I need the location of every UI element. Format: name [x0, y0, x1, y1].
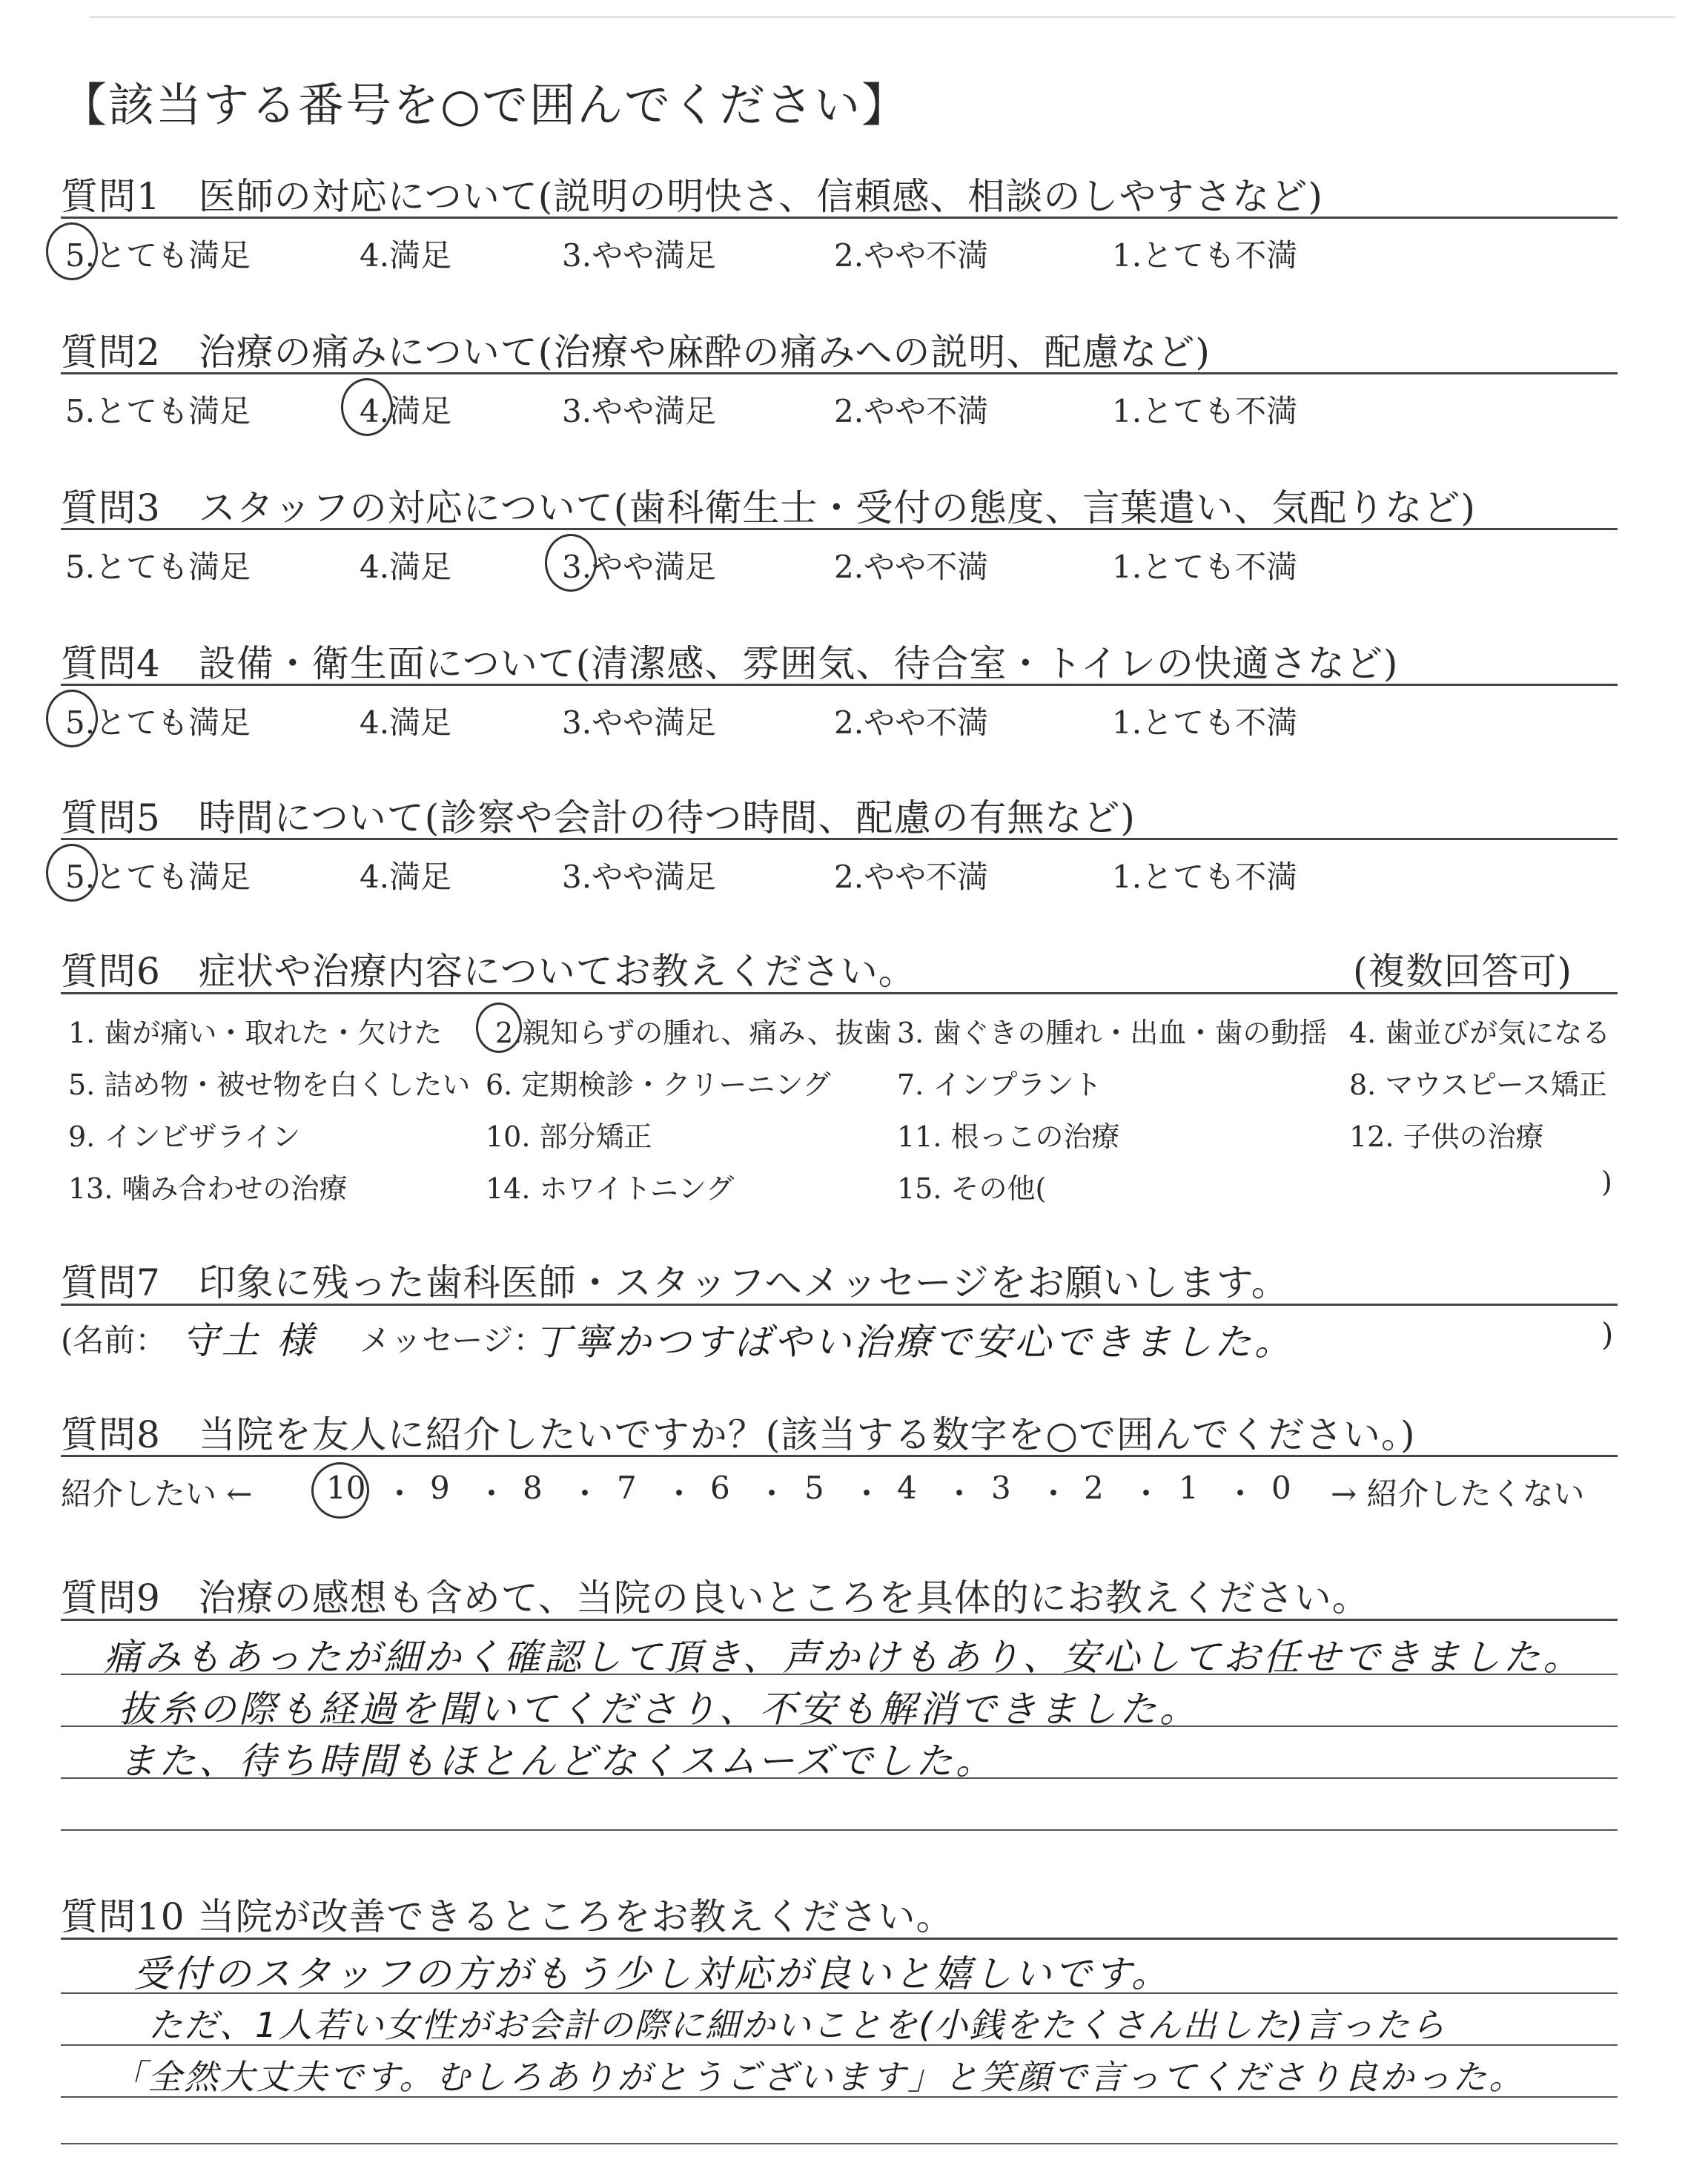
- q7-name-value[interactable]: 守土 様: [182, 1319, 317, 1362]
- q7-name-label: (名前：: [61, 1322, 167, 1358]
- q8-rule: [61, 1455, 1618, 1457]
- q2-option-1[interactable]: 1.とても不満: [1112, 393, 1298, 429]
- q7-title: 質問7 印象に残った歯科医師・スタッフへメッセージをお願いします。: [61, 1261, 1289, 1304]
- q10-answer-3[interactable]: 「全然大丈夫です。むしろありがとうございます」と笑顔で言ってくださり良かった。: [111, 2057, 1526, 2097]
- q5-rule: [61, 838, 1618, 840]
- q7-close-paren: ): [1601, 1316, 1614, 1353]
- q8-separator: ・: [1038, 1476, 1070, 1512]
- q8-selection-circle: [311, 1462, 369, 1519]
- q6-choice-8[interactable]: 8. マウスピース矯正: [1349, 1069, 1607, 1101]
- q8-scale-1[interactable]: 1: [1179, 1470, 1199, 1506]
- q2-title: 質問2 治療の痛みについて(治療や麻酔の痛みへの説明、配慮など): [61, 331, 1211, 374]
- q8-separator: ・: [569, 1476, 601, 1512]
- q6-choice-12[interactable]: 12. 子供の治療: [1349, 1120, 1544, 1153]
- q5-option-4[interactable]: 4.満足: [360, 859, 452, 895]
- q2-option-3[interactable]: 3.やや満足: [562, 393, 717, 429]
- q6-choice-5[interactable]: 5. 詰め物・被せ物を白くしたい: [68, 1069, 471, 1101]
- q6-choice-13[interactable]: 13. 噛み合わせの治療: [68, 1172, 348, 1205]
- q1-option-2[interactable]: 2.やや不満: [834, 237, 989, 274]
- q5-option-2[interactable]: 2.やや不満: [834, 859, 989, 895]
- q6-selection-circle: [476, 1003, 522, 1053]
- q9-answer-3[interactable]: また、待ち時間もほとんどなくスムーズでした。: [119, 1740, 996, 1783]
- q4-option-5[interactable]: 5.とても満足: [65, 704, 251, 741]
- q3-option-1[interactable]: 1.とても不満: [1112, 549, 1298, 585]
- q4-option-1[interactable]: 1.とても不満: [1112, 704, 1298, 741]
- q10-title: 質問10 当院が改善できるところをお教えください。: [61, 1895, 954, 1938]
- q4-title: 質問4 設備・衛生面について(清潔感、雰囲気、待合室・トイレの快適さなど): [61, 642, 1399, 685]
- q8-scale-9[interactable]: 9: [430, 1470, 450, 1506]
- q6-choice-1[interactable]: 1. 歯が痛い・取れた・欠けた: [68, 1017, 443, 1049]
- q8-scale-3[interactable]: 3: [991, 1470, 1011, 1506]
- q9-rule: [61, 1619, 1618, 1621]
- q6-choice-15[interactable]: 15. その他(: [897, 1172, 1047, 1205]
- q5-option-5[interactable]: 5.とても満足: [65, 859, 251, 895]
- q1-option-3[interactable]: 3.やや満足: [562, 237, 717, 274]
- q8-separator: ・: [1131, 1476, 1162, 1512]
- q8-separator: ・: [756, 1476, 788, 1512]
- q4-option-2[interactable]: 2.やや不満: [834, 704, 989, 741]
- q2-option-5[interactable]: 5.とても満足: [65, 393, 251, 429]
- q8-separator: ・: [944, 1476, 976, 1512]
- q3-option-5[interactable]: 5.とても満足: [65, 549, 251, 585]
- q4-rule: [61, 684, 1618, 686]
- q1-option-1[interactable]: 1.とても不満: [1112, 237, 1298, 274]
- q2-option-2[interactable]: 2.やや不満: [834, 393, 989, 429]
- q3-option-3[interactable]: 3.やや満足: [562, 549, 717, 585]
- q6-choice-9[interactable]: 9. インビザライン: [68, 1120, 301, 1153]
- q7-message-label: メッセージ：: [360, 1322, 545, 1358]
- q10-answer-1[interactable]: 受付のスタッフの方がもう少し対応が良いと嬉しいです。: [133, 1952, 1171, 1995]
- q8-title: 質問8 当院を友人に紹介したいですか？(該当する数字を○で囲んでください。): [61, 1413, 1416, 1456]
- q2-option-4[interactable]: 4.満足: [360, 393, 452, 429]
- q1-selection-circle: [46, 222, 98, 280]
- q9-answer-1[interactable]: 痛みもあったが細かく確認して頂き、声かけもあり、安心してお任せできました。: [104, 1636, 1583, 1679]
- q6-choice-2[interactable]: 2.親知らずの腫れ、痛み、抜歯: [495, 1017, 892, 1049]
- q8-scale-4[interactable]: 4: [897, 1470, 917, 1506]
- q6-choice-15-close: ): [1601, 1166, 1612, 1198]
- q5-selection-circle: [46, 844, 98, 902]
- q4-option-4[interactable]: 4.満足: [360, 704, 452, 741]
- q6-choice-6[interactable]: 6. 定期検診・クリーニング: [486, 1069, 831, 1101]
- q9-title: 質問9 治療の感想も含めて、当院の良いところを具体的にお教えください。: [61, 1576, 1370, 1619]
- q3-rule: [61, 528, 1618, 530]
- form-header: 【該当する番号を○で囲んでください】: [61, 78, 910, 132]
- q6-choice-4[interactable]: 4. 歯並びが気になる: [1349, 1017, 1611, 1049]
- q8-left-label: 紹介したい ←: [61, 1476, 253, 1512]
- q2-rule: [61, 372, 1618, 374]
- q5-option-3[interactable]: 3.やや満足: [562, 859, 717, 895]
- q9-answer-line: [61, 1829, 1618, 1831]
- q8-scale-8[interactable]: 8: [523, 1470, 543, 1506]
- q8-separator: ・: [1225, 1476, 1257, 1512]
- q8-right-label: → 紹介したくない: [1331, 1476, 1585, 1512]
- q3-option-4[interactable]: 4.満足: [360, 549, 452, 585]
- q8-separator: ・: [851, 1476, 883, 1512]
- q6-choice-11[interactable]: 11. 根っこの治療: [897, 1120, 1120, 1153]
- q8-scale-7[interactable]: 7: [617, 1470, 637, 1506]
- q6-title: 質問6 症状や治療内容についてお教えください。: [61, 950, 916, 993]
- q1-option-4[interactable]: 4.満足: [360, 237, 452, 274]
- q6-choice-7[interactable]: 7. インプラント: [897, 1069, 1102, 1101]
- q6-choice-14[interactable]: 14. ホワイトニング: [486, 1172, 735, 1205]
- q10-answer-line: [61, 2143, 1618, 2144]
- q2-selection-circle: [341, 378, 393, 436]
- q10-answer-2[interactable]: ただ、1人若い女性がお会計の際に細かいことを(小銭をたくさん出した)言ったら: [148, 2005, 1447, 2045]
- q8-scale-5[interactable]: 5: [804, 1470, 824, 1506]
- q8-separator: ・: [476, 1476, 508, 1512]
- q1-rule: [61, 217, 1618, 219]
- q8-separator: ・: [384, 1476, 416, 1512]
- scan-top-edge: [89, 16, 1675, 18]
- q1-option-5[interactable]: 5.とても満足: [65, 237, 251, 274]
- q8-separator: ・: [663, 1476, 695, 1512]
- q6-choice-3[interactable]: 3. 歯ぐきの腫れ・出血・歯の動揺: [897, 1017, 1328, 1049]
- q8-scale-0[interactable]: 0: [1271, 1470, 1291, 1506]
- q3-title: 質問3 スタッフの対応について(歯科衛生士・受付の態度、言葉遣い、気配りなど): [61, 486, 1476, 529]
- q8-scale-10[interactable]: 10: [326, 1470, 366, 1506]
- q4-option-3[interactable]: 3.やや満足: [562, 704, 717, 741]
- q4-selection-circle: [46, 690, 98, 747]
- q8-scale-6[interactable]: 6: [710, 1470, 730, 1506]
- q1-title: 質問1 医師の対応について(説明の明快さ、信頼感、相談のしやすさなど): [61, 175, 1323, 218]
- q9-answer-2[interactable]: 抜糸の際も経過を聞いてくださり、不安も解消できました。: [119, 1688, 1199, 1731]
- q7-rule: [61, 1304, 1618, 1306]
- q5-option-1[interactable]: 1.とても不満: [1112, 859, 1298, 895]
- q6-choice-10[interactable]: 10. 部分矯正: [486, 1120, 652, 1153]
- q8-scale-2[interactable]: 2: [1084, 1470, 1104, 1506]
- q7-message-value[interactable]: 丁寧かつすばやい治療で安心できました。: [534, 1321, 1294, 1364]
- q3-option-2[interactable]: 2.やや不満: [834, 549, 989, 585]
- q10-rule: [61, 1938, 1618, 1940]
- q3-selection-circle: [545, 534, 597, 592]
- q5-title: 質問5 時間について(診察や会計の待つ時間、配慮の有無など): [61, 796, 1136, 839]
- q6-note: (複数回答可): [1353, 950, 1573, 993]
- q6-rule: [61, 992, 1618, 994]
